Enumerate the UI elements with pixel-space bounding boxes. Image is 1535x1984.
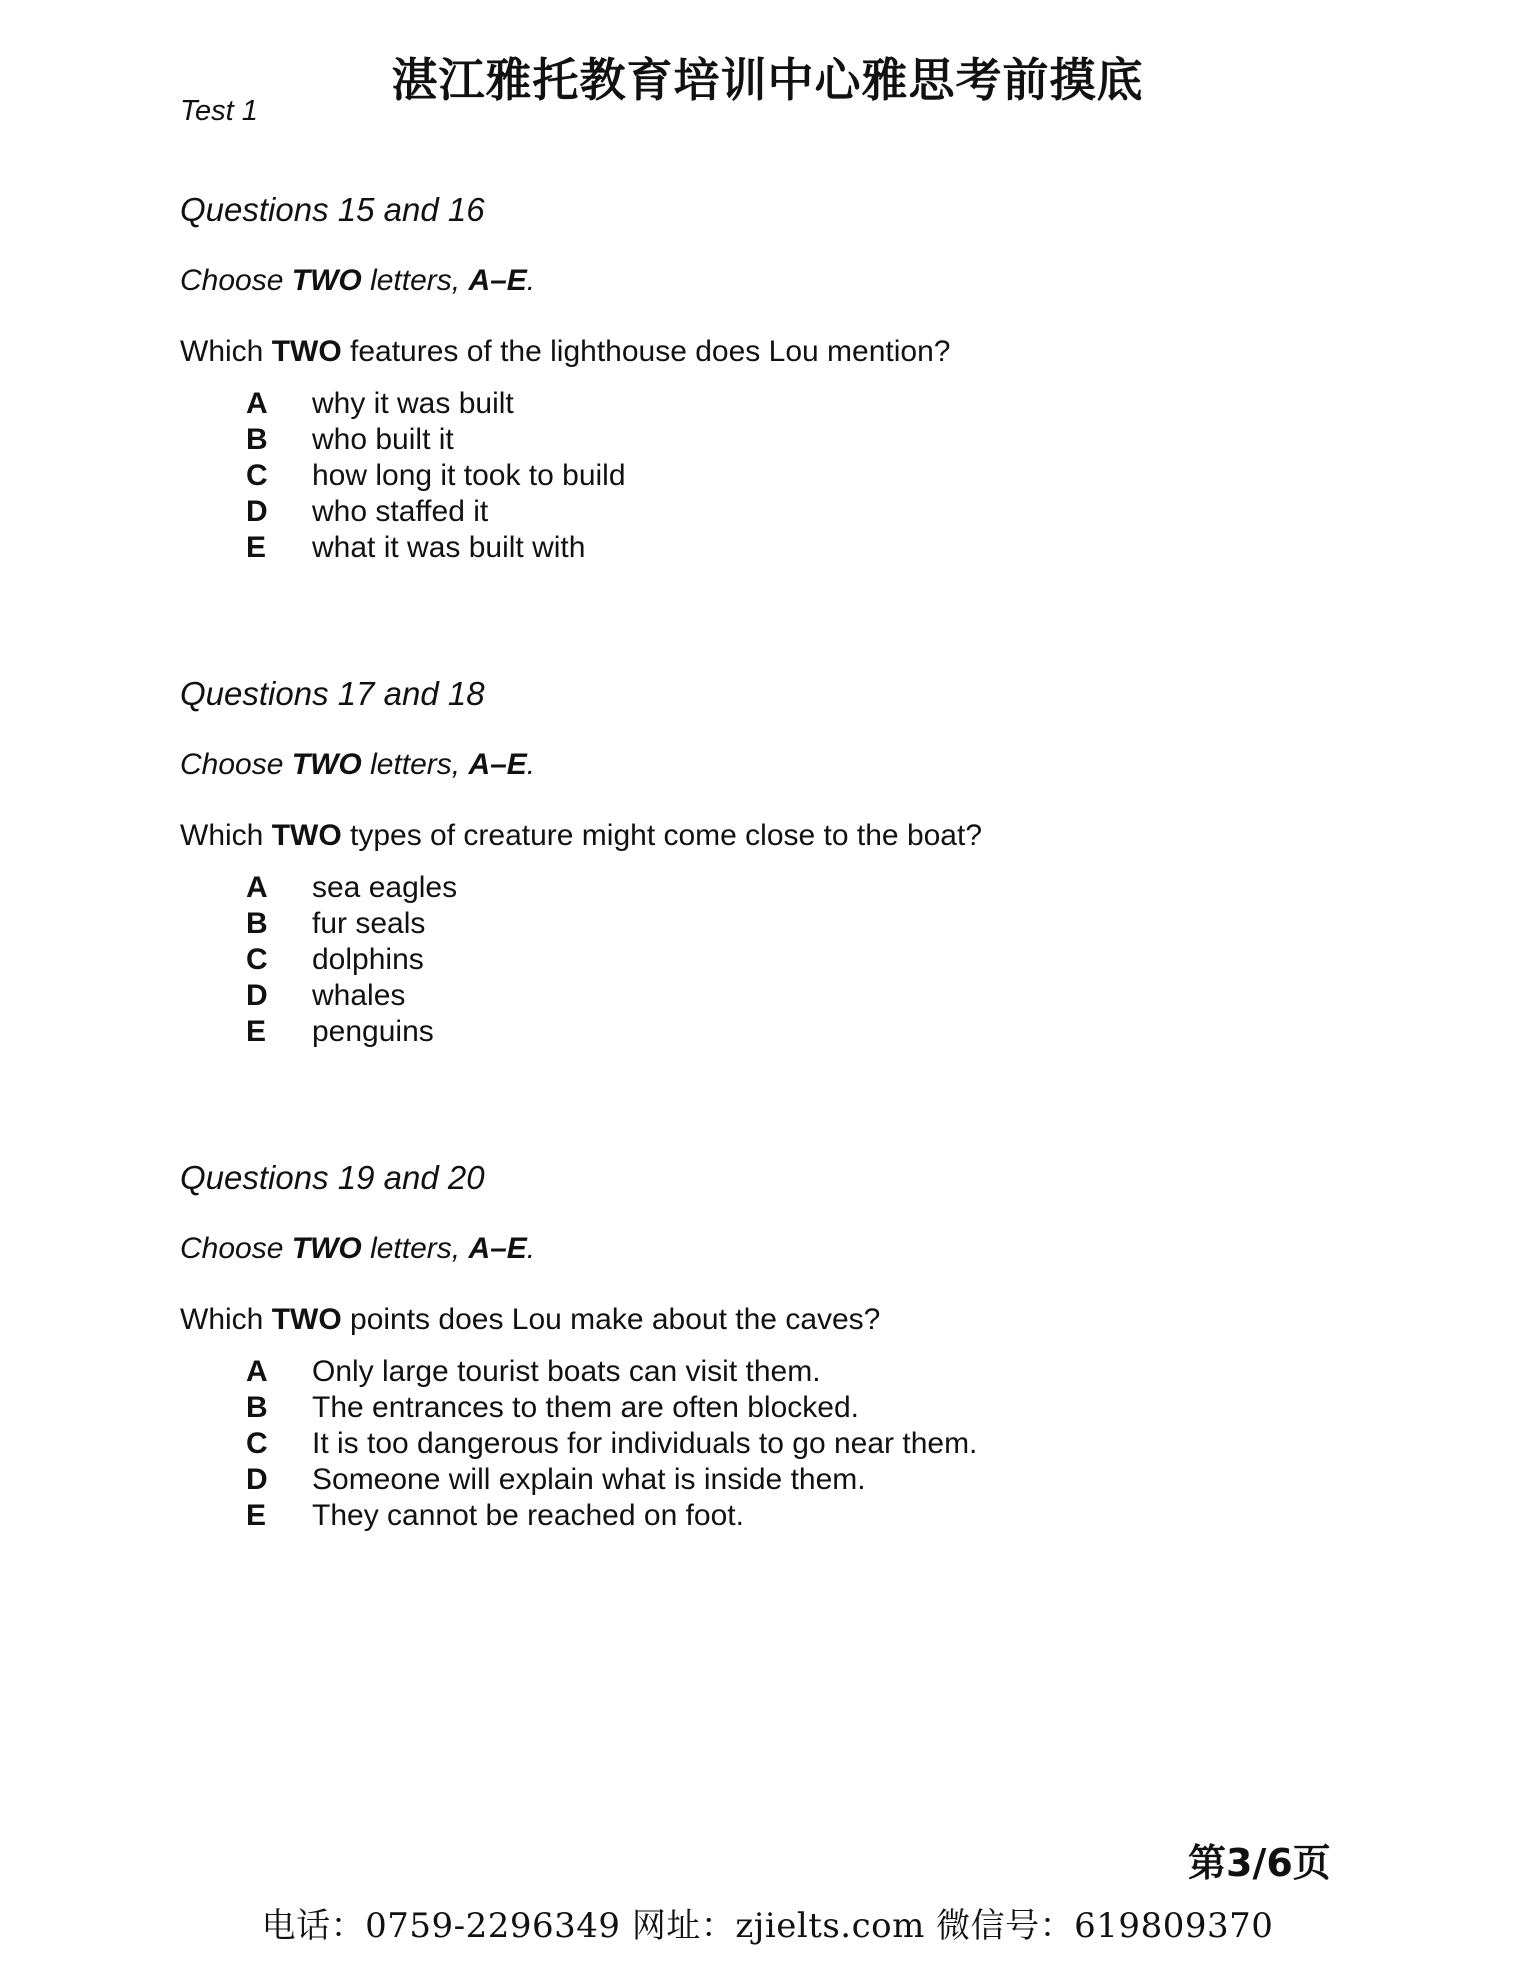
option-e xyxy=(246,1498,1380,1534)
option-letter: A xyxy=(246,387,268,420)
question-section-17-18 xyxy=(180,674,1380,1050)
section-heading: Questions 19 and 20 xyxy=(180,1159,485,1196)
option-letter: A xyxy=(246,1355,268,1388)
option-text: dolphins xyxy=(312,943,424,976)
option-letter: D xyxy=(246,495,268,528)
option-c xyxy=(246,458,1380,494)
page-title: 湛江雅托教育培训中心雅思考前摸底 xyxy=(391,53,1144,107)
section-instruction: Choose TWO letters, A–E. xyxy=(180,748,536,781)
option-letter: B xyxy=(246,1391,268,1424)
option-a xyxy=(246,386,1380,422)
question-section-19-20 xyxy=(180,1158,1380,1534)
option-text: who staffed it xyxy=(312,495,489,528)
page-number: 第3/6页 xyxy=(1188,1841,1331,1885)
option-text: how long it took to build xyxy=(312,459,626,492)
option-text: It is too dangerous for individuals to go near them. xyxy=(312,1427,978,1460)
question-text: Which TWO points does Lou make about the caves? xyxy=(180,1303,881,1336)
option-text: Only large tourist boats can visit them. xyxy=(312,1355,821,1388)
option-text: what it was built with xyxy=(312,531,586,564)
option-b xyxy=(246,906,1380,942)
option-text: penguins xyxy=(312,1015,434,1048)
options-list xyxy=(246,1354,1380,1534)
option-b xyxy=(246,1390,1380,1426)
option-letter: B xyxy=(246,907,268,940)
option-text: They cannot be reached on foot. xyxy=(312,1499,744,1532)
option-e xyxy=(246,530,1380,566)
option-letter: C xyxy=(246,943,268,976)
option-text: fur seals xyxy=(312,907,426,940)
option-c xyxy=(246,1426,1380,1462)
option-a xyxy=(246,870,1380,906)
option-letter: C xyxy=(246,459,268,492)
option-d xyxy=(246,978,1380,1014)
option-b xyxy=(246,422,1380,458)
option-letter: E xyxy=(246,1499,267,1532)
option-text: sea eagles xyxy=(312,871,458,904)
section-instruction: Choose TWO letters, A–E. xyxy=(180,1232,536,1265)
question-text: Which TWO types of creature might come close to the boat? xyxy=(180,819,983,852)
option-letter: D xyxy=(246,1463,268,1496)
question-text: Which TWO features of the lighthouse does Lou mention? xyxy=(180,335,951,368)
option-text: who built it xyxy=(312,423,454,456)
option-c xyxy=(246,942,1380,978)
option-letter: C xyxy=(246,1427,268,1460)
option-letter: E xyxy=(246,1015,267,1048)
option-d xyxy=(246,494,1380,530)
option-a xyxy=(246,1354,1380,1390)
option-text: why it was built xyxy=(312,387,514,420)
contact-info: 电话：0759-2296349 网址：zjielts.com 微信号：619809370 xyxy=(261,1906,1274,1946)
option-text: whales xyxy=(312,979,406,1012)
option-letter: E xyxy=(246,531,267,564)
options-list xyxy=(246,386,1380,566)
question-section-15-16 xyxy=(180,190,1380,566)
section-heading: Questions 17 and 18 xyxy=(180,675,485,712)
option-text: The entrances to them are often blocked. xyxy=(312,1391,859,1424)
option-e xyxy=(246,1014,1380,1050)
section-heading: Questions 15 and 16 xyxy=(180,191,485,228)
option-letter: B xyxy=(246,423,268,456)
options-list xyxy=(246,870,1380,1050)
option-letter: A xyxy=(246,871,268,904)
option-text: Someone will explain what is inside them. xyxy=(312,1463,866,1496)
option-letter: D xyxy=(246,979,268,1012)
section-instruction: Choose TWO letters, A–E. xyxy=(180,264,536,297)
test-label: Test 1 xyxy=(180,95,258,127)
option-d xyxy=(246,1462,1380,1498)
